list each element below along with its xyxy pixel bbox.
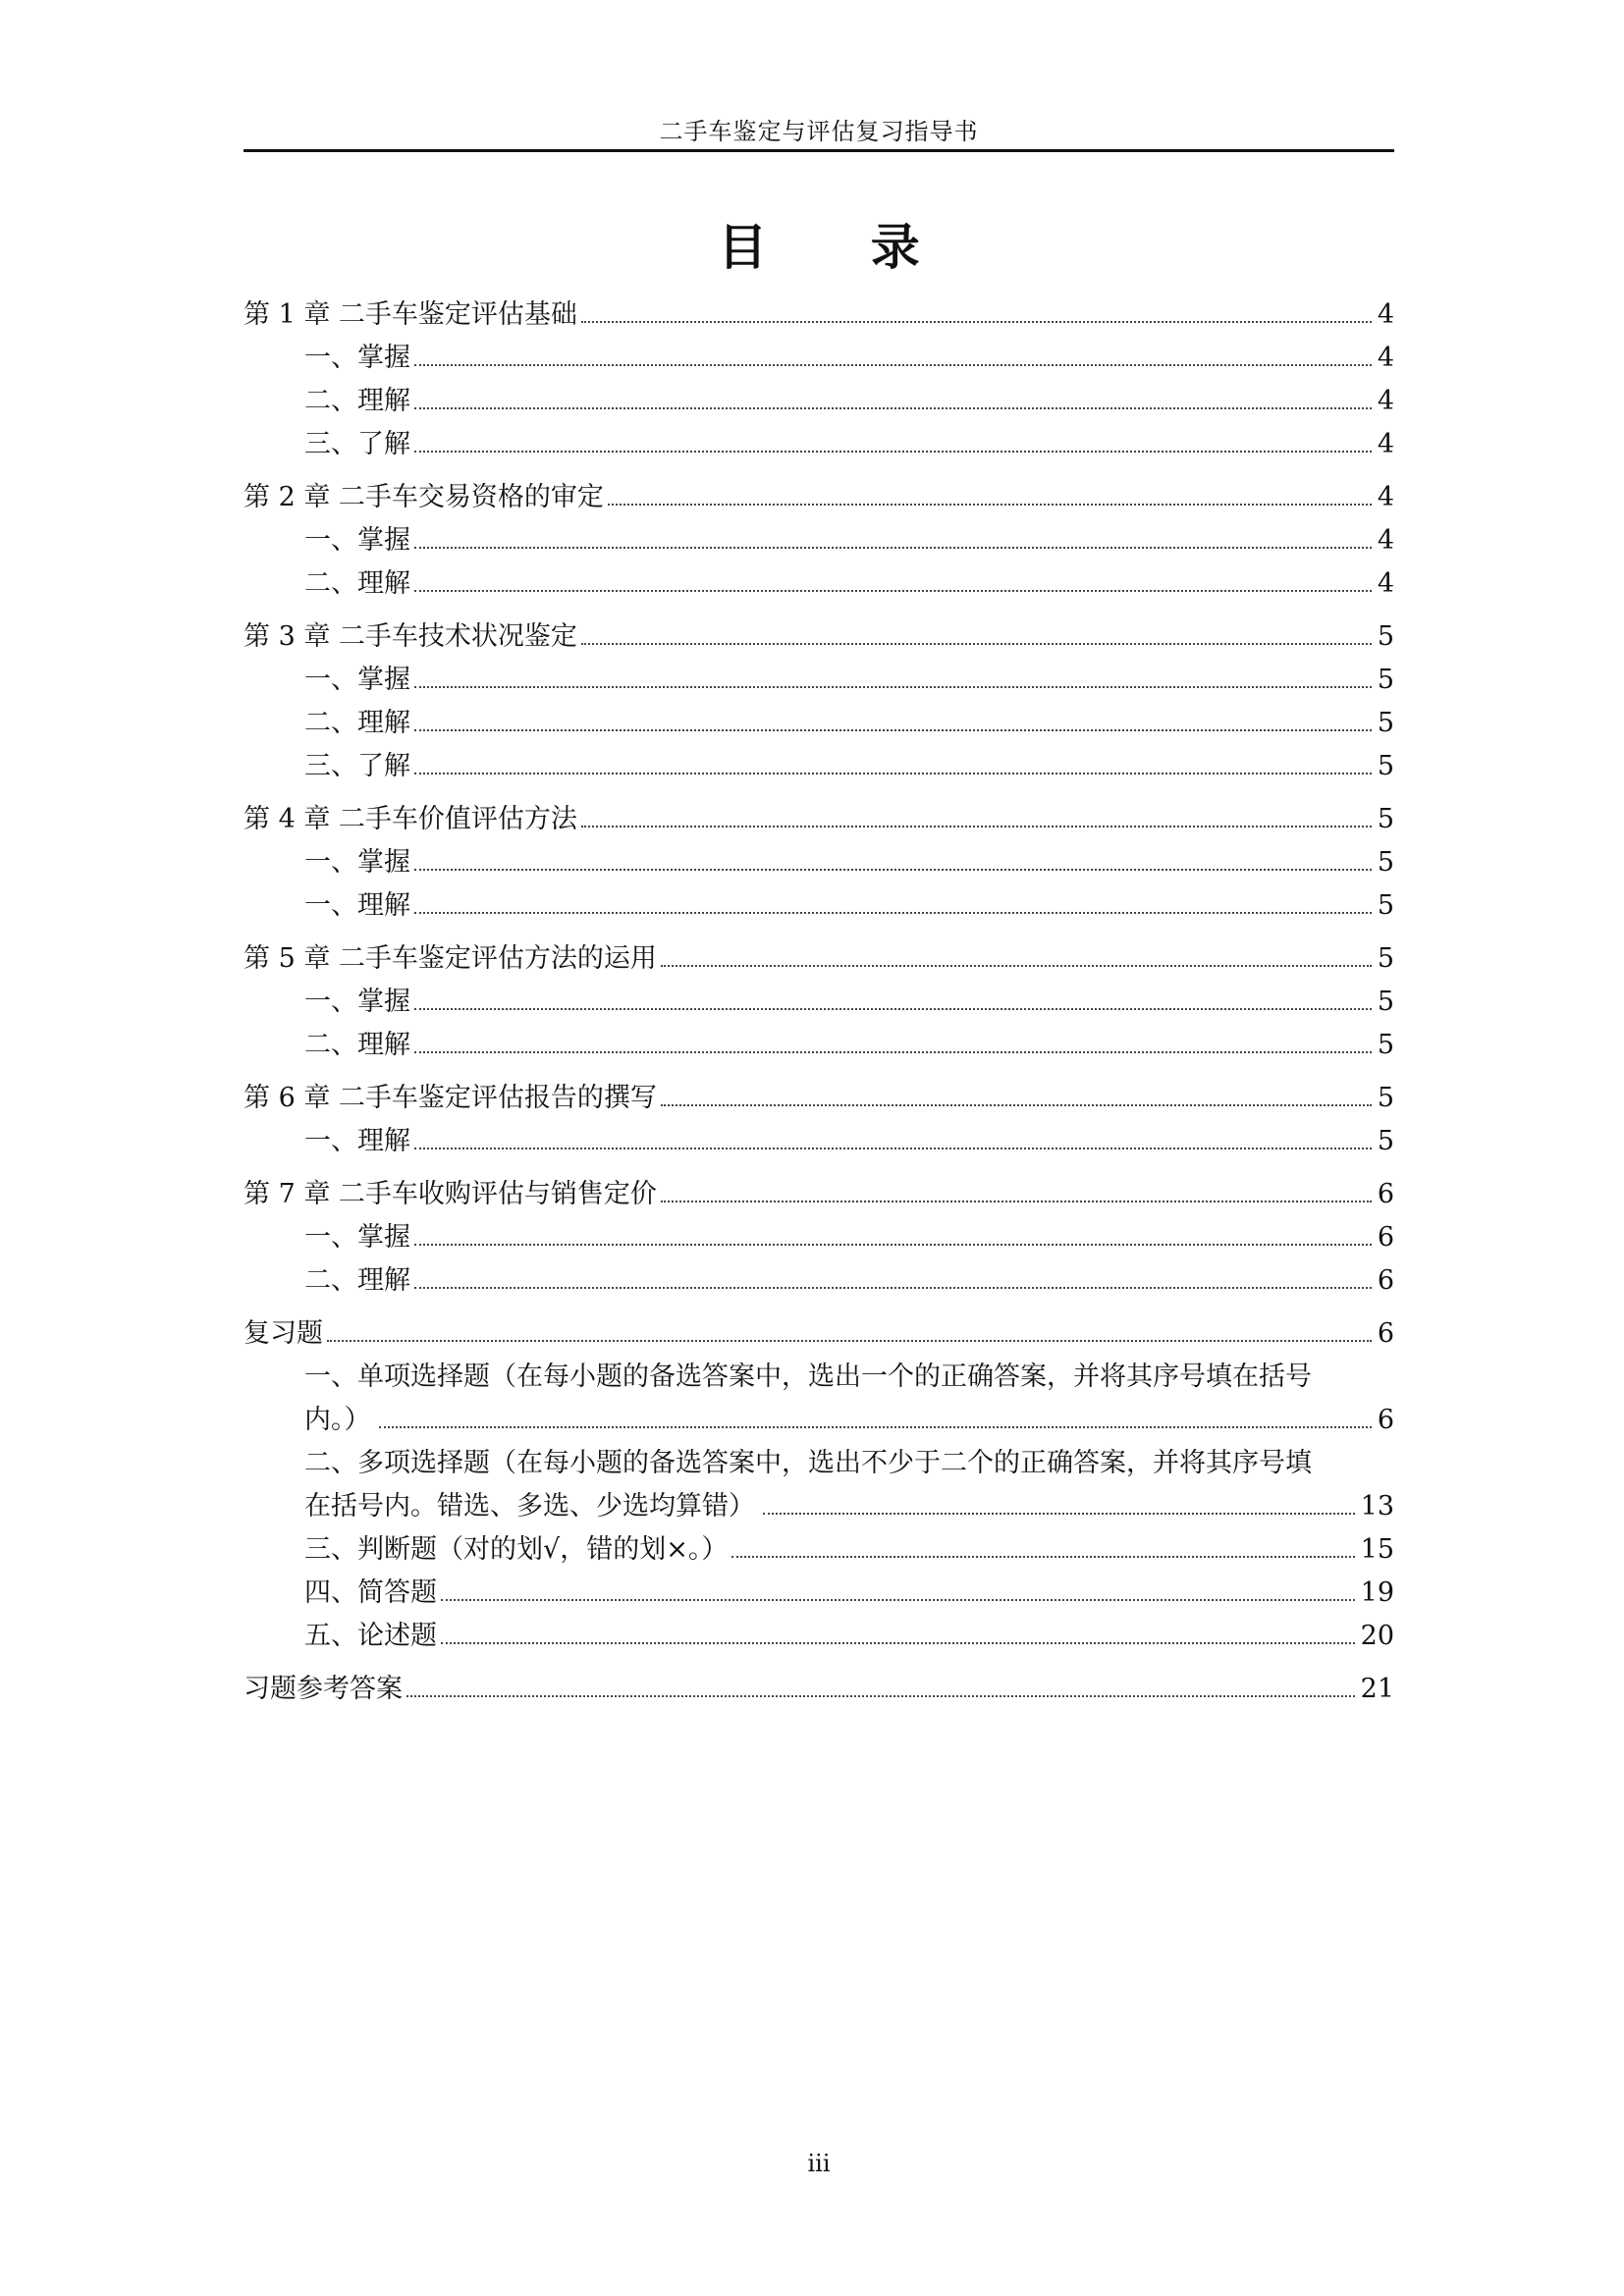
toc-entry-label: 一、理解 — [304, 1126, 410, 1156]
toc-entry-page: 21 — [1360, 1674, 1394, 1704]
toc-entry-label: 二、理解 — [304, 708, 410, 738]
running-header: 二手车鉴定与评估复习指导书 — [659, 118, 979, 145]
toc-entry-page: 4 — [1377, 482, 1394, 512]
toc-entry-section[interactable] — [244, 1023, 1394, 1066]
toc-entry-single-choice[interactable] — [244, 1355, 1394, 1441]
toc-entry-label: 一、掌握 — [304, 525, 410, 556]
toc-entry-chapter-3[interactable] — [244, 614, 1394, 658]
dot-leader — [414, 451, 1372, 453]
toc-entry-label: 三、了解 — [304, 751, 410, 781]
toc-entry-multiple-choice[interactable] — [244, 1441, 1394, 1527]
toc-entry-label: 二、理解 — [304, 568, 410, 599]
toc-entry-short-answer[interactable] — [244, 1571, 1394, 1614]
dot-leader — [763, 1513, 1355, 1515]
toc-entry-section[interactable] — [244, 701, 1394, 744]
toc-entry-page: 5 — [1377, 751, 1394, 781]
dot-leader — [327, 1340, 1372, 1342]
toc-entry-label: 二、理解 — [304, 1265, 410, 1296]
toc-entry-section[interactable] — [244, 336, 1394, 379]
dot-leader — [414, 1148, 1372, 1149]
dot-leader — [661, 1201, 1372, 1202]
dot-leader — [608, 504, 1372, 506]
toc-entry-chapter-2[interactable] — [244, 475, 1394, 518]
toc-entry-label: 习题参考答案 — [244, 1674, 403, 1704]
toc-entry-page: 6 — [1377, 1222, 1394, 1253]
dot-leader — [414, 912, 1372, 914]
dot-leader — [581, 321, 1372, 323]
toc-entry-label: 一、掌握 — [304, 343, 410, 373]
toc-entry-chapter-4[interactable] — [244, 797, 1394, 840]
toc-entry-page: 4 — [1377, 568, 1394, 599]
toc-entry-page: 5 — [1377, 943, 1394, 974]
toc-entry-page: 5 — [1377, 890, 1394, 921]
toc-entry-label: 第 7 章 二手车收购评估与销售定价 — [244, 1179, 657, 1209]
toc-entry-section[interactable] — [244, 1258, 1394, 1302]
dot-leader — [414, 869, 1372, 871]
dot-leader — [406, 1695, 1355, 1697]
dot-leader — [414, 773, 1372, 774]
toc-entry-page: 6 — [1377, 1179, 1394, 1209]
toc-entry-page: 4 — [1377, 429, 1394, 459]
dot-leader — [414, 1051, 1372, 1053]
toc-entry-label: 第 6 章 二手车鉴定评估报告的撰写 — [244, 1083, 657, 1113]
toc-entry-label: 第 4 章 二手车价值评估方法 — [244, 804, 577, 834]
dot-leader — [581, 643, 1372, 645]
toc-entry-chapter-6[interactable] — [244, 1076, 1394, 1119]
toc-entry-label-continued: 在括号内。错选、多选、少选均算错） — [304, 1491, 755, 1522]
dot-leader — [414, 1008, 1372, 1010]
toc-entry-label-continued: 内。） — [304, 1405, 371, 1435]
toc-entry-label: 三、了解 — [304, 429, 410, 459]
dot-leader — [414, 547, 1372, 549]
toc-entry-label: 一、掌握 — [304, 665, 410, 695]
toc-entry-page: 6 — [1377, 1318, 1394, 1349]
toc-title: 目 录 — [718, 219, 963, 276]
toc-entry-page: 15 — [1360, 1534, 1394, 1565]
dot-leader — [414, 407, 1372, 409]
table-of-contents — [244, 293, 1394, 1710]
toc-entry-page: 4 — [1377, 525, 1394, 556]
toc-entry-label: 复习题 — [244, 1318, 323, 1349]
dot-leader — [414, 590, 1372, 592]
toc-entry-page: 6 — [1377, 1265, 1394, 1296]
toc-entry-section[interactable] — [244, 422, 1394, 465]
toc-entry-section[interactable] — [244, 883, 1394, 927]
toc-entry-section[interactable] — [244, 980, 1394, 1023]
dot-leader — [414, 686, 1372, 688]
toc-entry-chapter-1[interactable] — [244, 293, 1394, 336]
toc-entry-label: 一、掌握 — [304, 847, 410, 878]
dot-leader — [661, 1104, 1372, 1106]
toc-entry-chapter-5[interactable] — [244, 936, 1394, 980]
page-number: iii — [807, 2150, 831, 2177]
toc-entry-label: 一、掌握 — [304, 1222, 410, 1253]
toc-entry-page: 5 — [1377, 665, 1394, 695]
toc-entry-page: 4 — [1377, 343, 1394, 373]
toc-entry-page: 5 — [1377, 1083, 1394, 1113]
toc-entry-label: 二、多项选择题（在每小题的备选答案中，选出不少于二个的正确答案，并将其序号填 — [304, 1448, 1312, 1478]
toc-entry-label: 第 5 章 二手车鉴定评估方法的运用 — [244, 943, 657, 974]
toc-entry-page: 20 — [1360, 1621, 1394, 1651]
toc-entry-label: 第 2 章 二手车交易资格的审定 — [244, 482, 604, 512]
toc-entry-page: 5 — [1377, 1030, 1394, 1060]
toc-entry-essay[interactable] — [244, 1614, 1394, 1657]
toc-entry-section[interactable] — [244, 379, 1394, 422]
dot-leader — [441, 1599, 1355, 1601]
toc-entry-chapter-7[interactable] — [244, 1172, 1394, 1215]
dot-leader — [414, 364, 1372, 366]
dot-leader — [414, 1287, 1372, 1289]
toc-entry-label: 第 1 章 二手车鉴定评估基础 — [244, 299, 577, 330]
dot-leader — [414, 1244, 1372, 1246]
toc-entry-label: 二、理解 — [304, 386, 410, 416]
toc-entry-section[interactable] — [244, 840, 1394, 883]
toc-entry-answers[interactable] — [244, 1667, 1394, 1710]
toc-entry-page: 4 — [1377, 386, 1394, 416]
toc-entry-page: 5 — [1377, 987, 1394, 1017]
dot-leader — [441, 1642, 1355, 1644]
dot-leader — [581, 826, 1372, 828]
toc-entry-page: 5 — [1377, 804, 1394, 834]
toc-entry-label: 一、单项选择题（在每小题的备选答案中，选出一个的正确答案，并将其序号填在括号 — [304, 1362, 1312, 1392]
dot-leader — [731, 1556, 1354, 1558]
toc-entry-page: 4 — [1377, 299, 1394, 330]
toc-entry-page: 19 — [1360, 1577, 1394, 1608]
toc-entry-page: 13 — [1360, 1491, 1394, 1522]
toc-entry-label: 一、理解 — [304, 890, 410, 921]
toc-entry-page: 6 — [1377, 1405, 1394, 1435]
toc-entry-section[interactable] — [244, 1215, 1394, 1258]
dot-leader — [379, 1426, 1372, 1428]
toc-entry-label: 五、论述题 — [304, 1621, 437, 1651]
toc-entry-section[interactable] — [244, 658, 1394, 701]
toc-entry-label: 四、简答题 — [304, 1577, 437, 1608]
toc-entry-label: 二、理解 — [304, 1030, 410, 1060]
dot-leader — [414, 729, 1372, 731]
toc-entry-label: 第 3 章 二手车技术状况鉴定 — [244, 621, 577, 652]
header-rule — [244, 149, 1394, 152]
toc-entry-section[interactable] — [244, 561, 1394, 605]
dot-leader — [661, 965, 1372, 967]
toc-entry-true-false[interactable] — [244, 1527, 1394, 1571]
toc-entry-label: 三、判断题（对的划√，错的划×。） — [304, 1534, 729, 1565]
toc-entry-section[interactable] — [244, 518, 1394, 561]
toc-entry-page: 5 — [1377, 1126, 1394, 1156]
toc-entry-page: 5 — [1377, 621, 1394, 652]
toc-entry-page: 5 — [1377, 847, 1394, 878]
toc-entry-page: 5 — [1377, 708, 1394, 738]
toc-entry-review[interactable] — [244, 1311, 1394, 1355]
toc-entry-section[interactable] — [244, 1119, 1394, 1162]
toc-entry-section[interactable] — [244, 744, 1394, 787]
toc-entry-label: 一、掌握 — [304, 987, 410, 1017]
